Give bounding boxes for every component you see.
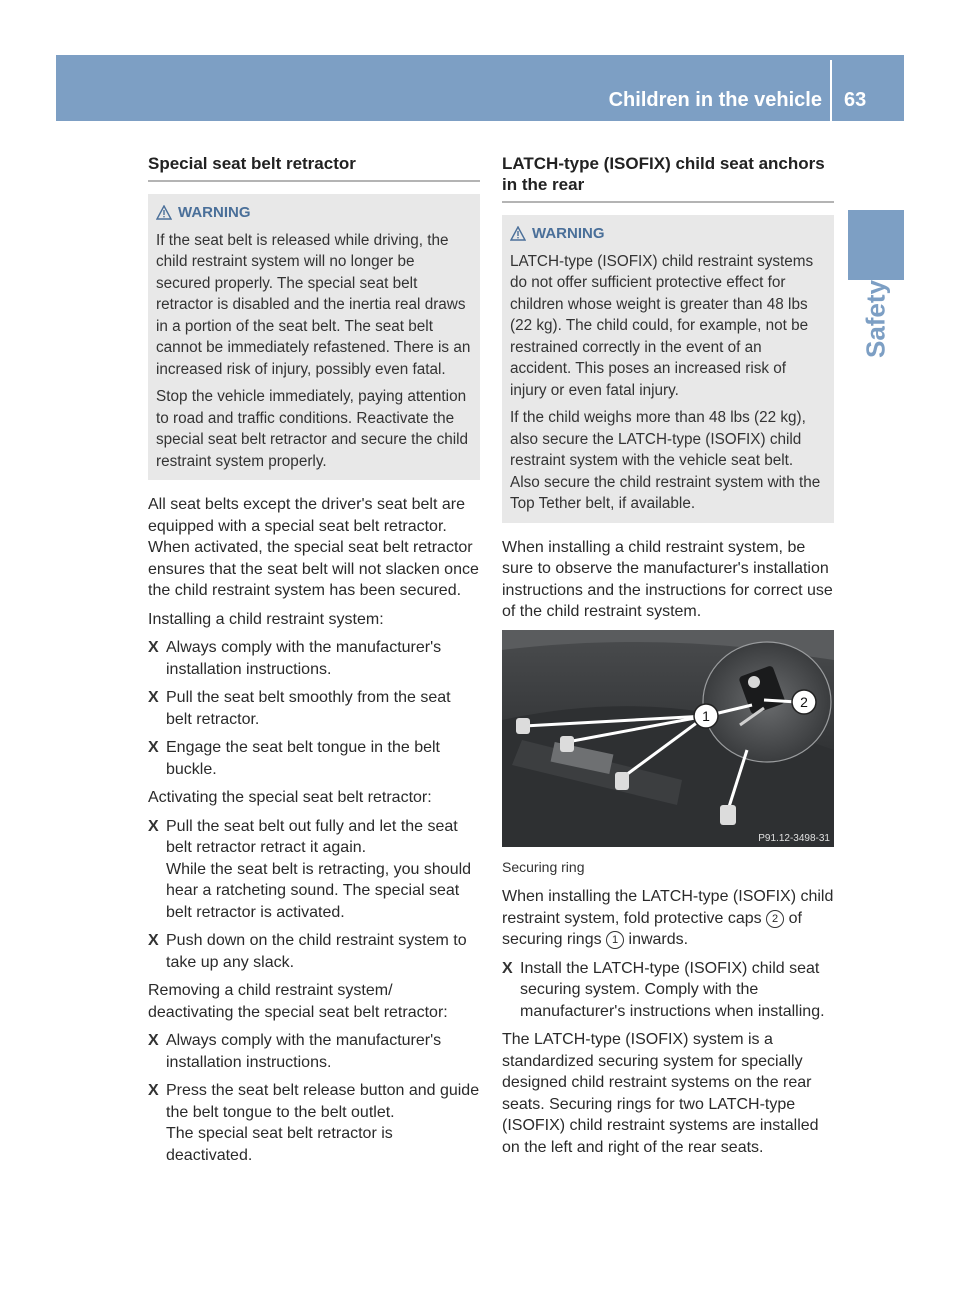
isofix-anchor-icon bbox=[560, 736, 574, 752]
right-column bbox=[502, 153, 834, 1165]
step-marker-icon: X bbox=[502, 959, 513, 977]
step-marker-icon: X bbox=[148, 639, 159, 656]
step-text bbox=[166, 816, 480, 924]
body-paragraph: Installing a child restraint system: bbox=[148, 610, 384, 628]
step-marker-icon: X bbox=[148, 1082, 159, 1099]
section-heading: Special seat belt retractor bbox=[148, 154, 356, 173]
step-result: The special seat belt retractor is deactivated. bbox=[166, 1125, 393, 1164]
step-result: While the seat belt is retracting, you should hear a ratcheting sound. The special seat belt retractor is activated. bbox=[166, 860, 472, 921]
warning-box bbox=[502, 215, 834, 523]
warning-label: WARNING bbox=[532, 225, 605, 242]
isofix-anchor-icon bbox=[720, 805, 736, 825]
instruction-step bbox=[148, 687, 480, 730]
callout-1-ref-icon: 1 bbox=[606, 931, 624, 949]
instruction-step bbox=[148, 737, 480, 780]
callout-1-icon bbox=[694, 704, 718, 728]
warning-header bbox=[156, 202, 472, 224]
step-line: Press the seat belt release button and guide the belt tongue to the belt outlet. bbox=[166, 1082, 480, 1121]
left-column bbox=[148, 153, 480, 1173]
step-marker-icon: X bbox=[148, 932, 159, 949]
body-paragraph bbox=[502, 886, 834, 951]
step-text: Engage the seat belt tongue in the belt buckle. bbox=[166, 739, 440, 778]
step-text bbox=[166, 1080, 480, 1166]
figure-caption: Securing ring bbox=[502, 858, 585, 875]
header-divider bbox=[830, 60, 832, 121]
step-marker-icon: X bbox=[148, 739, 159, 756]
isofix-illustration bbox=[502, 630, 834, 847]
heading-rule bbox=[148, 180, 480, 182]
step-marker-icon: X bbox=[148, 1032, 159, 1049]
warning-text: LATCH-type (ISOFIX) child restraint systems do not offer sufficient protective effect for children whose weight is greater than 48 lbs (22 kg). The child could, for example, not be restrained correctly in the event of an accident. This poses an increased risk of injury or even fatal injury. bbox=[510, 252, 814, 399]
warning-text: Stop the vehicle immediately, paying attention to road and traffic conditions. Reactivate the special seat belt retractor and secure the child restraint system properly. bbox=[156, 388, 469, 470]
step-text: Push down on the child restraint system to take up any slack. bbox=[166, 932, 467, 971]
instruction-step bbox=[148, 930, 480, 973]
body-paragraph: Removing a child restraint system/ deactivating the special seat belt retractor: bbox=[148, 982, 448, 1021]
instruction-step bbox=[148, 816, 480, 924]
text-run: When installing the LATCH-type (ISOFIX) child restraint system, fold protective caps bbox=[502, 888, 834, 927]
step-marker-icon: X bbox=[148, 817, 159, 835]
isofix-anchor-icon bbox=[615, 772, 629, 790]
side-tab bbox=[846, 279, 906, 359]
chapter-title: Children in the vehicle bbox=[608, 89, 822, 111]
step-line: Pull the seat belt out fully and let the seat belt retractor retract it again. bbox=[166, 817, 458, 856]
warning-triangle-icon bbox=[156, 205, 172, 220]
step-text: Install the LATCH-type (ISOFIX) child seat securing system. Comply with the manufacturer's instructions when installing. bbox=[520, 959, 825, 1020]
side-tab-marker bbox=[848, 210, 904, 280]
text-run: inwards. bbox=[628, 931, 689, 948]
side-tab-label: Safety bbox=[860, 279, 891, 359]
body-paragraph: All seat belts except the driver's seat belt are equipped with a special seat belt retractor. When activated, the special seat belt retractor ensures that the seat belt will not slacken once the child restraint system has been secured. bbox=[148, 496, 479, 599]
warning-box bbox=[148, 194, 480, 480]
callout-2-ref-icon: 2 bbox=[766, 910, 784, 928]
warning-label: WARNING bbox=[178, 204, 251, 221]
instruction-step bbox=[148, 637, 480, 680]
warning-triangle-icon bbox=[510, 226, 526, 241]
warning-text: If the child weighs more than 48 lbs (22 kg), also secure the LATCH-type (ISOFIX) child restraint system with the vehicle seat belt. Also secure the child restraint system with the Top Tether belt, if available. bbox=[510, 409, 821, 512]
figure-code: P91.12-3498-31 bbox=[758, 832, 830, 844]
svg-text:1: 1 bbox=[702, 707, 710, 724]
page-number: 63 bbox=[844, 89, 867, 111]
instruction-step bbox=[148, 1080, 480, 1166]
svg-text:2: 2 bbox=[800, 693, 808, 710]
warning-header bbox=[510, 223, 826, 245]
heading-rule bbox=[502, 201, 834, 203]
section-heading: LATCH-type (ISOFIX) child seat anchors in the rear bbox=[502, 154, 825, 194]
isofix-photo bbox=[502, 630, 834, 847]
step-text: Always comply with the manufacturer's installation instructions. bbox=[166, 1032, 442, 1071]
step-marker-icon: X bbox=[148, 689, 159, 706]
callout-2-icon bbox=[792, 690, 816, 714]
step-text: Always comply with the manufacturer's installation instructions. bbox=[166, 639, 442, 678]
body-paragraph: Activating the special seat belt retractor: bbox=[148, 789, 432, 806]
body-paragraph: The LATCH-type (ISOFIX) system is a standardized securing system for specially designed child restraint systems on the rear seats. Securing rings for two LATCH-type (ISOFIX) child restraint systems are installed on the left and right of the rear seats. bbox=[502, 1031, 819, 1156]
warning-text: If the seat belt is released while driving, the child restraint system will no longer be secured properly. The special seat belt retractor is disabled and the inertia real draws in a portion of the seat belt. The seat belt cannot be immediately refastened. There is an increased risk of injury, possibly even fatal. bbox=[156, 231, 471, 378]
isofix-anchor-icon bbox=[516, 718, 530, 734]
instruction-step bbox=[148, 1030, 480, 1073]
instruction-step bbox=[502, 958, 834, 1023]
body-paragraph: When installing a child restraint system, be sure to observe the manufacturer's installation instructions and the instructions for correct use of the child restraint system. bbox=[502, 538, 833, 620]
step-text: Pull the seat belt smoothly from the seat belt retractor. bbox=[166, 689, 451, 728]
text-run: of securing rings bbox=[502, 909, 802, 948]
